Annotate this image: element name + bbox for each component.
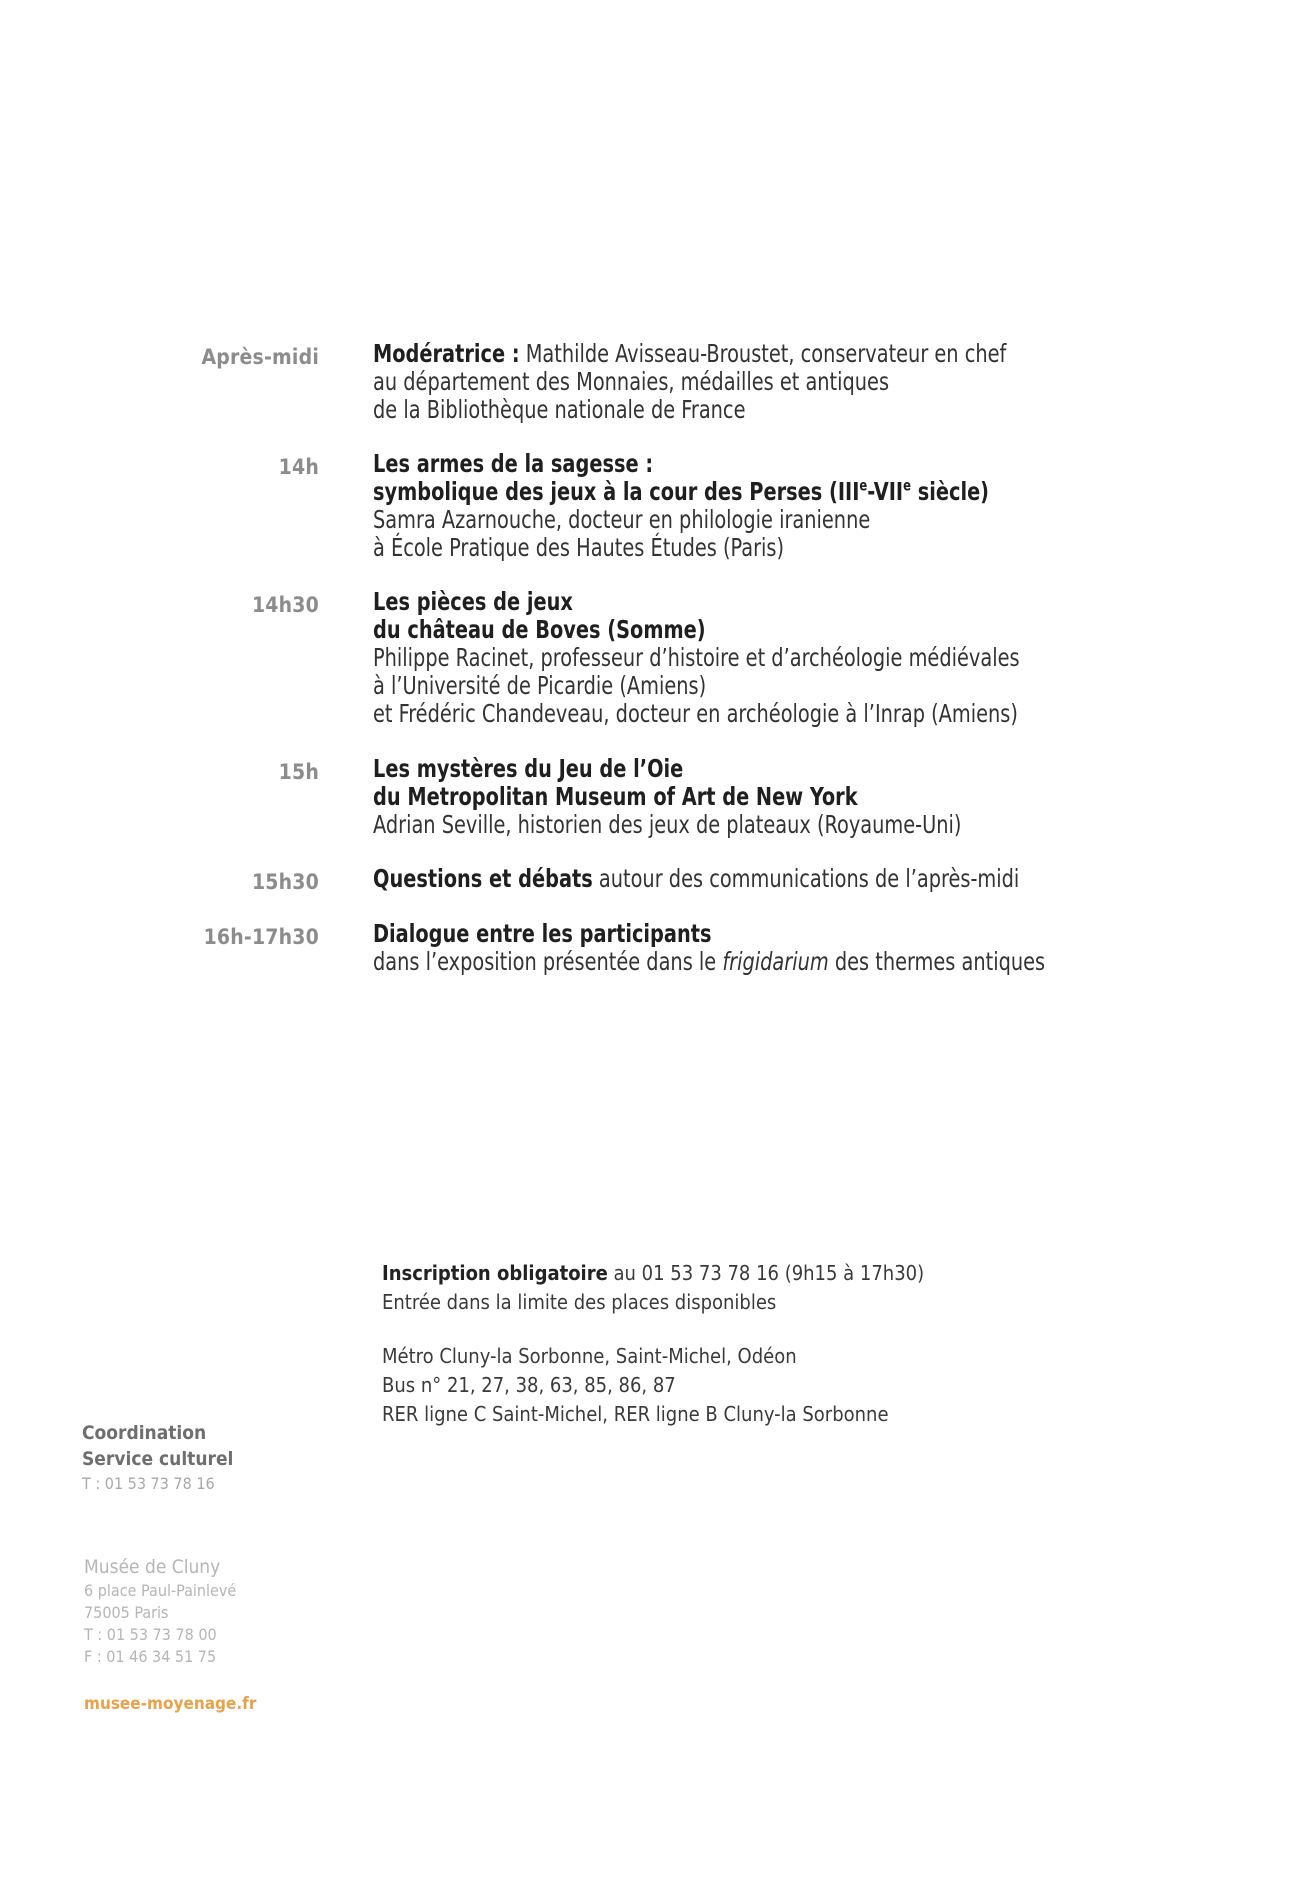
museum-address [84, 1554, 344, 1668]
talk-title: Dialogue entre les participants [373, 919, 712, 948]
registration-details: au 01 53 73 78 16 (9h15 à 17h30) [607, 1261, 925, 1285]
moderator-name: Mathilde Avisseau-Broustet, conservateur en chef [519, 339, 1007, 368]
session-time: 16h-17h30 [203, 925, 319, 949]
dialogue-description [373, 948, 1044, 976]
rer-line: RER ligne C Saint-Michel, RER ligne B Cluny-la Sorbonne [382, 1402, 889, 1426]
speaker-line: et Frédéric Chandeveau, docteur en archéologie à l’Inrap (Amiens) [373, 699, 1018, 728]
speaker-line: à École Pratique des Hautes Études (Paris) [373, 533, 785, 562]
session-time: 14h30 [251, 593, 319, 617]
talk-title-part: -VII [867, 477, 904, 506]
bus-line: Bus n° 21, 27, 38, 63, 85, 86, 87 [382, 1373, 676, 1397]
session-body [373, 755, 1044, 839]
speaker-line: Samra Azarnouche, docteur en philologie iranienne [373, 505, 871, 534]
debate-line [373, 865, 1044, 893]
museum-street: 6 place Paul-Painlevé [84, 1581, 237, 1600]
talk-title [373, 478, 1044, 506]
speaker-line: à l’Université de Picardie (Amiens) [373, 671, 707, 700]
museum-name: Musée de Cluny [84, 1556, 221, 1578]
moderator-institution: de la Bibliothèque nationale de France [373, 395, 746, 424]
talk-title: du Metropolitan Museum of Art de New York [373, 782, 858, 811]
talk-title: Les mystères du Jeu de l’Oie [373, 754, 684, 783]
museum-fax: F : 01 46 34 51 75 [84, 1647, 217, 1666]
talk-title: Les pièces de jeux [373, 587, 573, 616]
speaker-line: Adrian Seville, historien des jeux de plateaux (Royaume-Uni) [373, 810, 962, 839]
session-body [373, 340, 1044, 424]
superscript: e [859, 476, 868, 495]
debate-description: autour des communications de l’après-midi [592, 864, 1020, 893]
talk-title-part: siècle) [910, 477, 990, 506]
museum-city: 75005 Paris [84, 1603, 169, 1622]
session-body [373, 920, 1044, 976]
moderator-affiliation: au département des Monnaies, médailles et antiques [373, 367, 890, 396]
talk-title: du château de Boves (Somme) [373, 615, 706, 644]
moderator-label: Modératrice : [373, 339, 520, 368]
session-time: 14h [278, 455, 319, 479]
speaker-line: Philippe Racinet, professeur d’histoire et d’archéologie médiévales [373, 643, 1020, 672]
moderator-line [373, 340, 1044, 368]
session-time: 15h30 [251, 870, 319, 894]
description-part: dans l’exposition présentée dans le [373, 947, 723, 976]
spacer [382, 1317, 1082, 1342]
coordination-heading: Coordination [82, 1422, 207, 1444]
debate-title: Questions et débats [373, 864, 593, 893]
session-time: Après-midi [201, 345, 319, 369]
superscript: e [903, 476, 911, 495]
session-body [373, 450, 1044, 562]
talk-title-part: symbolique des jeux à la cour des Perses (III [373, 477, 860, 506]
session-body [373, 588, 1044, 728]
coordination-block [82, 1420, 342, 1496]
service-heading: Service culturel [82, 1448, 234, 1470]
registration-line [382, 1259, 1082, 1288]
session-time: 15h [278, 760, 319, 784]
website-link[interactable]: musee-moyenage.fr [84, 1694, 257, 1714]
talk-title: Les armes de la sagesse : [373, 449, 654, 478]
description-part: des thermes antiques [828, 947, 1046, 976]
registration-label: Inscription obligatoire [382, 1261, 608, 1285]
practical-info [382, 1259, 1082, 1429]
metro-line: Métro Cluny-la Sorbonne, Saint-Michel, Odéon [382, 1344, 797, 1368]
entry-note: Entrée dans la limite des places disponibles [382, 1290, 777, 1314]
session-body [373, 865, 1044, 893]
museum-phone: T : 01 53 73 78 00 [84, 1625, 217, 1644]
description-italic: frigidarium [722, 947, 829, 976]
coordination-phone: T : 01 53 73 78 16 [82, 1474, 215, 1493]
